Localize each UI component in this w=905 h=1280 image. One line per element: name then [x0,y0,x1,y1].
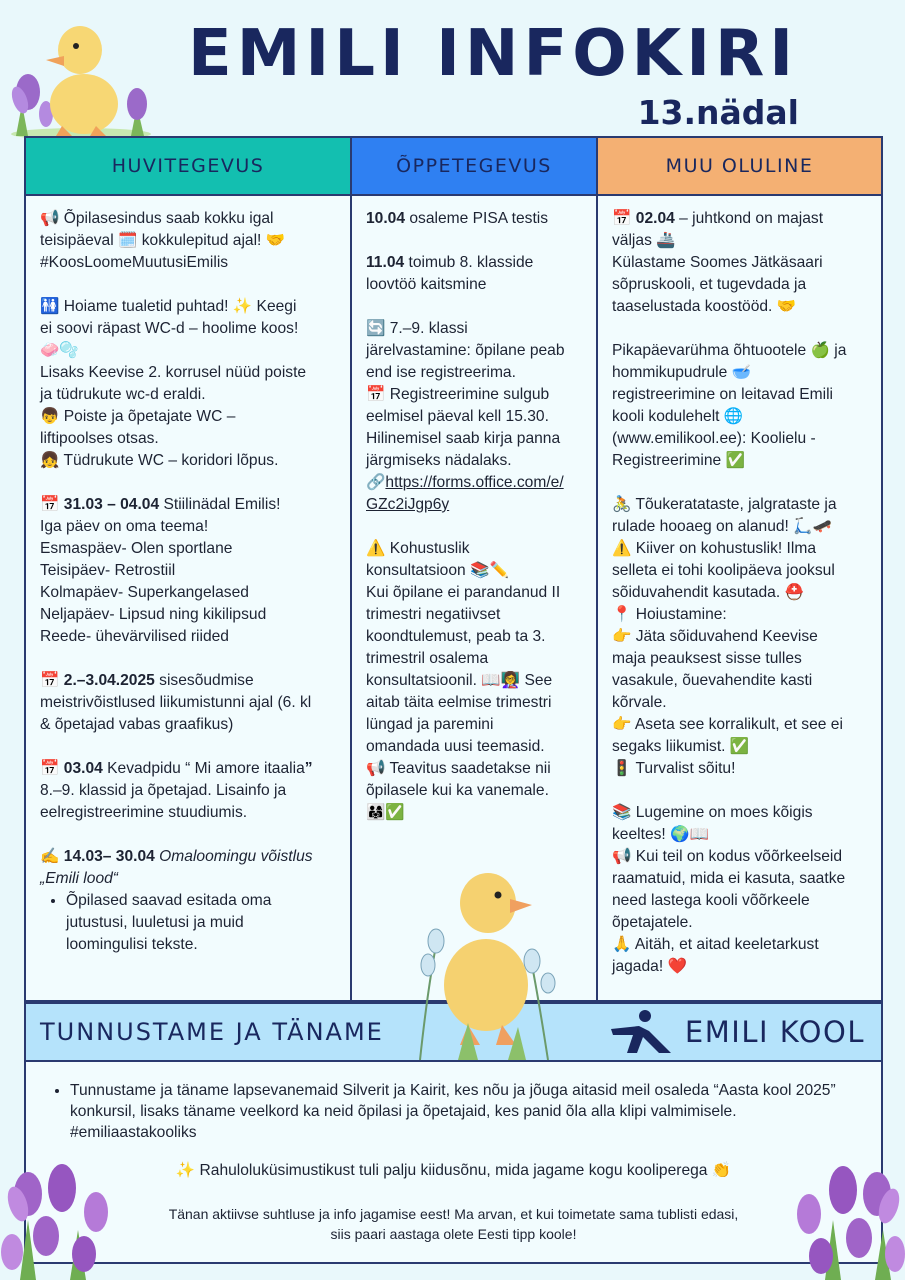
closing-message: Tänan aktiivse suhtluse ja info jagamise eest! Ma arvan, et kui toimetate sama tublisti edasi, siis paari aastaga olete Eesti tipp koole! [168,1206,739,1242]
event-date: 10.04 [366,210,406,227]
column-heading-oppetegevus: ÕPPETEGEVUS [350,138,596,196]
event-date: 31.03 – 04.04 [63,496,160,513]
school-logo [609,1008,865,1056]
link-icon: 🔗 [366,474,386,491]
management-away-note: 📅 02.04 – juhtkond on majast väljas 🚢 Külastame Soomes Jätkäsaari sõpruskooli, et tugevdada ja taaselustada koostööd. 🤝 [612,210,824,315]
calendar-icon: 📅 [40,672,60,689]
column-heading-muu-oluline: MUU OLULINE [596,138,881,196]
crocus-flowers-left-illustration [0,1160,150,1280]
emili-kool-logo-icon [609,1009,679,1055]
style-week-note: 📅 31.03 – 04.04 Stiilinädal Emilis! Iga päev on oma teema! Esmaspäev- Olen sportlane Teisipäev- Retrostiil Kolmapäev- Superkangelased Neljapäev- Lipsud ning kikilipsud Reede- ühevärvilised riided [40,496,281,645]
list-item: • Tunnustame ja täname lapsevanemaid Silverit ja Kairit, kes nõu ja jõuga aitasid meil osaleda “Aasta kool 2025” konkursil, lisaks täname veelkord ka neid õpilasi ja õpetajaid, kes panid õla alla klipi valmimisele. #emiliaastakooliks [70,1080,845,1143]
student-council-note: 📢 Õpilasesindus saab kokku igal teisipäeval 🗓️ kokkulepitud ajal! 🤝 #KoosLoomeMuutusiEmilis [40,210,286,271]
spring-party-note: 📅 03.04 Kevadpidu “ Mi amore itaalia” 8.–9. klassid ja õpetajad. Lisainfo ja eelregistreerimine stuudiumis. [40,760,313,821]
event-date: 11.04 [366,254,405,271]
toilet-note: 🚻 Hoiame tualetid puhtad! ✨ Keegi ei soovi räpast WC-d – hoolime koos! 🧼🫧 Lisaks Keevise 2. korrusel nüüd poiste ja tüdrukute wc-d eraldi. 👦 Poiste ja õpetajate WC – liftipoolses otsas. 👧 Tüdrukute WC – koridori lõpus. [40,298,307,469]
list-item: • Õpilased saavad esitada oma jutustusi, luuletusi ja muid loomingulisi tekste. [66,890,338,956]
writing-hand-icon: ✍️ [40,848,60,865]
duckling-with-snowdrops-illustration [398,855,568,1065]
calendar-icon: 📅 [40,496,60,513]
pisa-note: 10.04 osaleme PISA testis [366,210,549,227]
column-heading-huvitegevus: HUVITEGEVUS [26,138,350,196]
crocus-flowers-right-illustration [755,1160,905,1280]
event-date: 14.03– 30.04 [63,848,155,865]
registration-link-continued[interactable]: GZc2iJgp6y [366,496,450,513]
newsletter-title: EMILI INFOKIRI [188,17,799,91]
calendar-icon: 📅 [40,760,60,777]
thanks-list [66,1080,845,1143]
duckling-with-crocus-illustration [6,8,156,138]
registration-link[interactable]: https://forms.office.com/e/ [385,474,564,491]
meal-registration-note: Pikapäevarühma õhtuootele 🍏 ja hommikupudrule 🥣 registreerimine on leitavad Emili kooli kodulehelt 🌐 (www.emilikool.ee): Koolielu - Registreerimine ✅ [612,342,847,469]
column-huvitegevus [26,196,350,1000]
week-number: 13.nädal [637,93,799,132]
retake-note: 🔄 7.–9. klassi järelvastamine: õpilane peab end ise registreerima. 📅 Registreerimine sulgub eelmisel päeval kell 15.30. Hilinemisel saab kirja panna järgmiseks nädalaks. 🔗https://forms.office.com/e/ GZc2iJgp6y [366,320,565,513]
writing-contest-list [40,890,338,956]
column-muu-oluline [596,196,881,1000]
rowing-note: 📅 2.–3.04.2025 sisesõudmise meistrivõistlused liikumistunni ajal (6. kl & õpetajad vabas graafikus) [40,672,312,733]
scooter-season-note: 🚴 Tõukeratataste, jalgrataste ja rulade hooaeg on alanud! 🛴🛹 ⚠️ Kiiver on kohustuslik! Ilma selleta ei tohi koolipäeva jooksul sõiduvahendit kasutada. ⛑️ 📍 Hoiustamine: 👉 Jäta sõiduvahend Keevise maja peauksest sisse tulles vasakule, õuevahendite kasti kõrvale. 👉 Aseta see korralikult, et see ei segaks liikumist. ✅ 🚦 Turvalist sõitu! [612,496,843,777]
writing-contest-note: ✍️ 14.03– 30.04 Omaloomingu võistlus „Emili lood“ • Õpilased saavad esitada oma jutustusi, luuletusi ja muid loomingulisi tekste. [40,846,338,956]
event-date: 03.04 [63,760,103,777]
calendar-icon: 📅 [612,210,632,227]
school-logo-text: EMILI KOOL [684,1015,865,1049]
feedback-line: ✨ Rahuloluküsimustikust tuli palju kiidusõnu, mida jagame kogu kooliperega 👏 [175,1162,732,1179]
creative-work-note: 11.04 toimub 8. klasside loovtöö kaitsmine [366,254,534,293]
event-date: 2.–3.04.2025 [63,672,155,689]
event-date: 02.04 [635,210,675,227]
reading-note: 📚 Lugemine on moes kõigis keeltes! 🌍📖 📢 Kui teil on kodus võõrkeelseid raamatuid, mida ei kasuta, saatke need lastega kooli võõrkeele õpetajatele. 🙏 Aitäh, et aitad keeletarkust jagada! ❤️ [612,804,846,975]
recognition-title: TUNNUSTAME JA TÄNAME [40,1018,384,1046]
consultation-note: ⚠️ Kohustuslik konsultatsioon 📚✏️ Kui õpilane ei parandanud II trimestri negatiivset koondtulemust, peab ta 3. trimestril osalema konsultatsioonil. 📖👩‍🏫 See aitab täita eelmise trimestri lüngad ja paremini omandada uusi teemasid. 📢 Teavitus saadetakse nii õpilasele kui ka vanemale. 👨‍👩‍👧✅ [366,540,561,821]
